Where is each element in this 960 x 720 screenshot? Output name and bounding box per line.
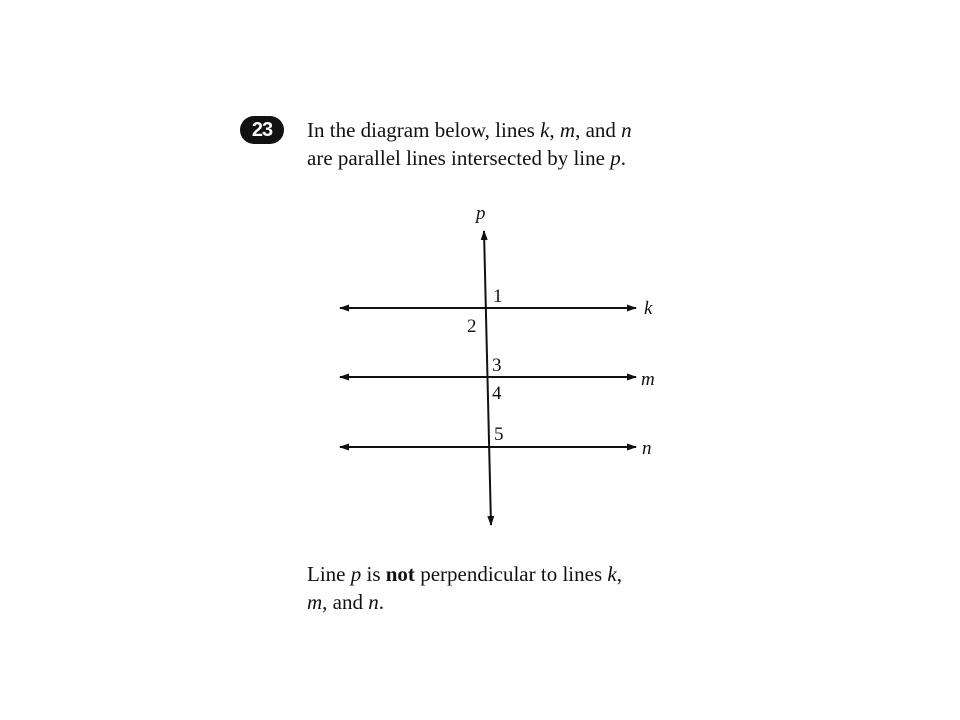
note-text-run: is — [361, 562, 386, 586]
note-text-run: k — [607, 562, 617, 586]
line-m-label: m — [641, 369, 655, 390]
prompt-text-run: n — [621, 118, 632, 142]
note-text-run: perpendicular to lines — [414, 562, 608, 586]
prompt-text-run: , and — [575, 118, 622, 142]
angle-label-2: 2 — [467, 316, 477, 337]
prompt-text-run: p — [610, 146, 621, 170]
question-number-badge: 23 — [240, 116, 284, 144]
angle-label-3: 3 — [492, 355, 502, 376]
note-line-1 — [307, 560, 727, 588]
line-k-label: k — [644, 298, 653, 319]
note-line-2 — [307, 588, 727, 616]
question-note — [307, 560, 727, 616]
note-text-run: Line — [307, 562, 351, 586]
transversal-p-label: p — [476, 203, 486, 224]
angle-label-5: 5 — [494, 424, 504, 445]
note-text-run: , — [616, 562, 622, 586]
angle-label-1: 1 — [493, 286, 503, 307]
prompt-text-run: are parallel lines intersected by line — [307, 146, 611, 170]
note-text-run: n — [368, 590, 379, 614]
note-text-run: not — [385, 562, 415, 586]
angle-label-4: 4 — [492, 383, 502, 404]
prompt-text-run: k — [540, 118, 550, 142]
note-text-run: . — [378, 590, 384, 614]
prompt-text-run: , — [549, 118, 560, 142]
line-n-label: n — [642, 438, 652, 459]
prompt-text-run: In the diagram below, lines — [307, 118, 541, 142]
note-text-run: m — [307, 590, 323, 614]
note-text-run: , and — [322, 590, 369, 614]
note-text-run: p — [350, 562, 362, 586]
prompt-text-run: . — [620, 146, 626, 170]
prompt-text-run: m — [559, 118, 576, 142]
